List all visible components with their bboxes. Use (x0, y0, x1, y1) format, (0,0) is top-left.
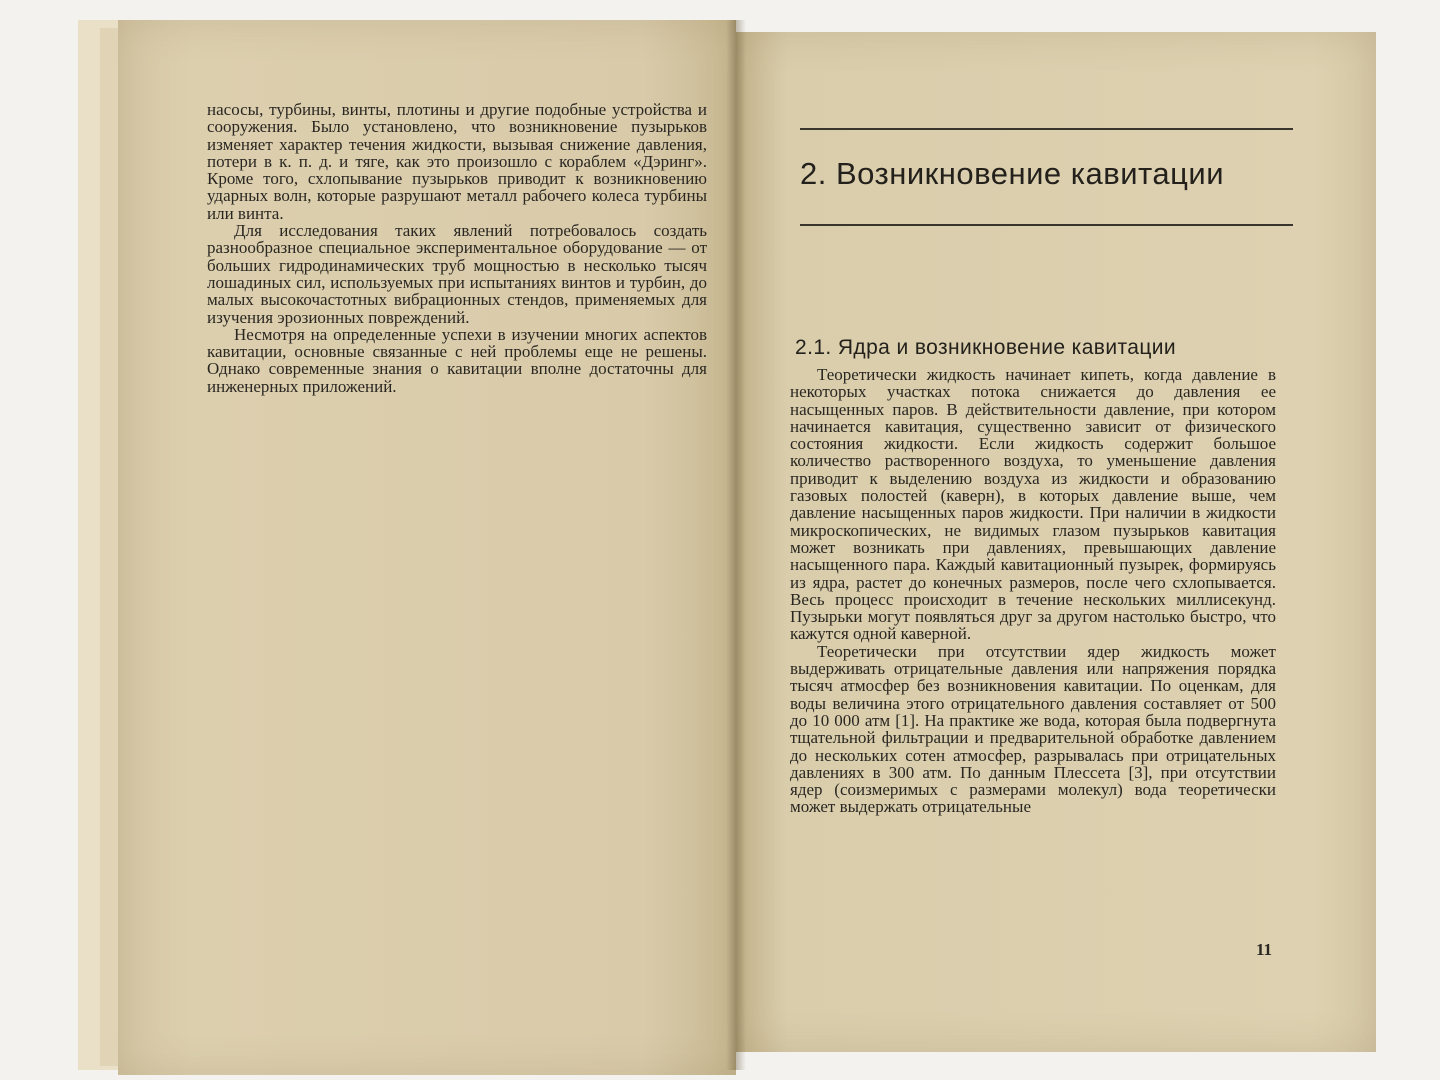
chapter-title: 2. Возникновение кавитации (800, 156, 1225, 191)
chapter-rule-top (800, 128, 1293, 130)
right-page-text (790, 366, 1276, 816)
left-paragraph-3: Несмотря на определенные успехи в изучении многих аспектов кавитации, основные связанные с ней проблемы еще не решены. Однако современные знания о кавитации вполне достаточны для инженерных приложений. (207, 324, 707, 396)
left-paragraph-1: насосы, турбины, винты, плотины и другие подобные устройства и сооружения. Было установлено, что возникновение пузырьков изменяет характер течения жидкости, вызывая снижение давления, потери в к. п. д. и тяге, как это произошло с кораблем «Дэринг». Кроме того, схлопывание пузырьков приводит к возникновению ударных волн, которые разрушают металл рабочего колеса турбины или винта. (207, 100, 707, 223)
page-number: 11 (1256, 940, 1273, 959)
left-page-text (207, 101, 707, 395)
right-paragraph-2: Теоретически при отсутствии ядер жидкость может выдерживать отрицательные давления или напряжения порядка тысяч атмосфер без возникновения кавитации. По оценкам, для воды величина этого отрицательного давления составляет от 500 до 10 000 атм [1]. На практике же вода, которая была подвергнута тщательной фильтрации и предварительной обработке давлением до нескольких сотен атмосфер, разрывалась при отрицательных давлениях в 300 атм. По данным Плессета [3], при отсутствии ядер (соизмеримых с размерами молекул) вода теоретически может выдержать отрицательные (790, 641, 1276, 817)
left-paragraph-2: Для исследования таких явлений потребовалось создать разнообразное специальное экспериментальное оборудование — от больших гидродинамических труб мощностью в несколько тысяч лошадиных сил, используемых при испытаниях винтов и турбин, до малых высокочастотных вибрационных стендов, применяемых для изучения эрозионных повреждений. (207, 221, 707, 327)
right-paragraph-1: Теоретически жидкость начинает кипеть, когда давление в некоторых участках потока снижается до давления ее насыщенных паров. В действительности давление, при котором начинается кавитация, существенно зависит от физического состояния жидкости. Если жидкость содержит большое количество растворенного воздуха, то уменьшение давления приводит к выделению воздуха из жидкости и образованию газовых полостей (каверн), в которых давление выше, чем давление насыщенных паров жидкости. При наличии в жидкости микроскопических, не видимых глазом пузырьков кавитация может возникать при давлениях, превышающих давление насыщенного пара. Каждый кавитационный пузырек, формируясь из ядра, растет до конечных размеров, после чего схлопывается. Весь процесс происходит в течение нескольких миллисекунд. Пузырьки могут появляться друг за другом настолько быстро, что кажутся одной каверной. (790, 365, 1276, 644)
book-gutter (726, 20, 746, 1070)
chapter-rule-bottom (800, 224, 1293, 226)
section-title: 2.1. Ядра и возникновение кавитации (795, 336, 1177, 359)
